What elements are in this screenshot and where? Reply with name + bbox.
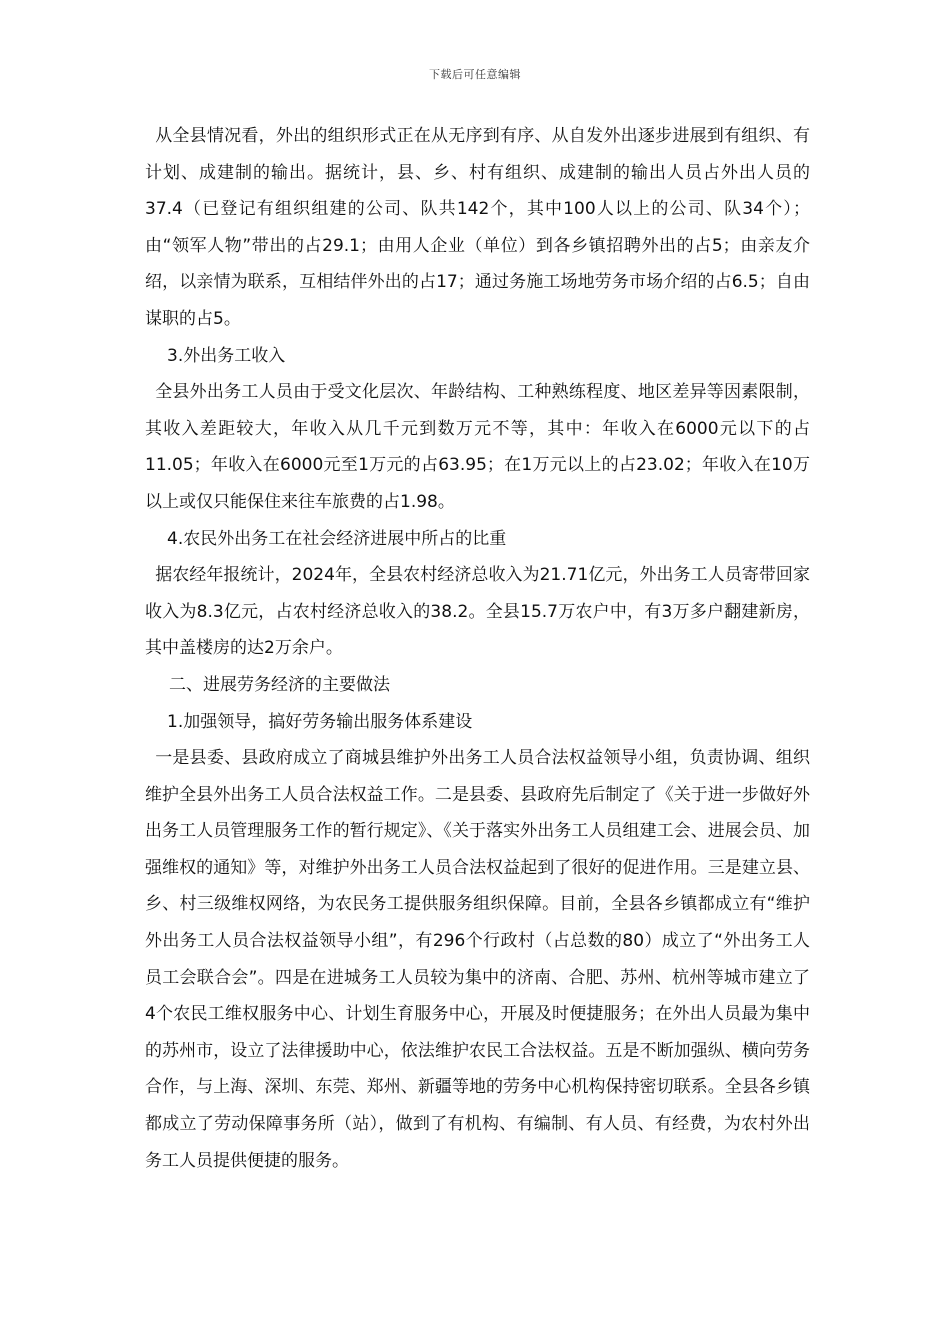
- subheading-income: 3.外出务工收入: [167, 345, 286, 366]
- page-header: 下载后可任意编辑: [429, 68, 521, 81]
- paragraph-income: 全县外出务工人员由于受文化层次、年龄结构、工种熟练程度、地区差异等因素限制，其收入差距较大，年收入从几千元到数万元不等，其中：年收入在6000元以下的占11.05；年收入在6000元至1万元的占63.95；在1万元以上的占23.02；年收入在10万以上或仅只能保住来往车旅费的占1.98。: [145, 382, 810, 512]
- paragraph-economic-share: 据农经年报统计，2024年，全县农村经济总收入为21.71亿元，外出务工人员寄带回家收入为8.3亿元，占农村经济总收入的38.2。全县15.7万农户中，有3万多户翻建新房，其中盖楼房的达2万余户。: [145, 565, 810, 659]
- subheading-economic-share: 4.农民外出务工在社会经济进展中所占的比重: [167, 528, 507, 549]
- subheading-leadership: 1.加强领导，搞好劳务输出服务体系建设: [167, 711, 473, 732]
- paragraph-leadership: 一是县委、县政府成立了商城县维护外出务工人员合法权益领导小组，负责协调、组织维护全县外出务工人员合法权益工作。二是县委、县政府先后制定了《关于进一步做好外出务工人员管理服务工作的暂行规定》、《关于落实外出务工人员组建工会、进展会员、加强维权的通知》等，对维护外出务工人员合法权益起到了很好的促进作用。三是建立县、乡、村三级维权网络，为农民务工提供服务组织保障。目前，全县各乡镇都成立有“维护外出务工人员合法权益领导小组”，有296个行政村（占总数的80）成立了“外出务工人员工会联合会”。四是在进城务工人员较为集中的济南、合肥、苏州、杭州等城市建立了4个农民工维权服务中心、计划生育服务中心，开展及时便捷服务；在外出人员最为集中的苏州市，设立了法律援助中心，依法维护农民工合法权益。五是不断加强纵、横向劳务合作，与上海、深圳、东莞、郑州、新疆等地的劳务中心机构保持密切联系。全县各乡镇都成立了劳动保障事务所（站），做到了有机构、有编制、有人员、有经费，为农村外出务工人员提供便捷的服务。: [145, 748, 810, 1171]
- section-heading-main-practices: 二、进展劳务经济的主要做法: [169, 674, 390, 695]
- paragraph-organization-forms: 从全县情况看，外出的组织形式正在从无序到有序、从自发外出逐步进展到有组织、有计划、成建制的输出。据统计，县、乡、村有组织、成建制的输出人员占外出人员的37.4（已登记有组织组建的公司、队共142个，其中100人以上的公司、队34个）；由“领军人物”带出的占29.1；由用人企业（单位）到各乡镇招聘外出的占5；由亲友介绍，以亲情为联系，互相结伴外出的占17；通过务施工场地劳务市场介绍的占6.5；自由谋职的占5。: [145, 126, 810, 329]
- document-body: [145, 118, 810, 1179]
